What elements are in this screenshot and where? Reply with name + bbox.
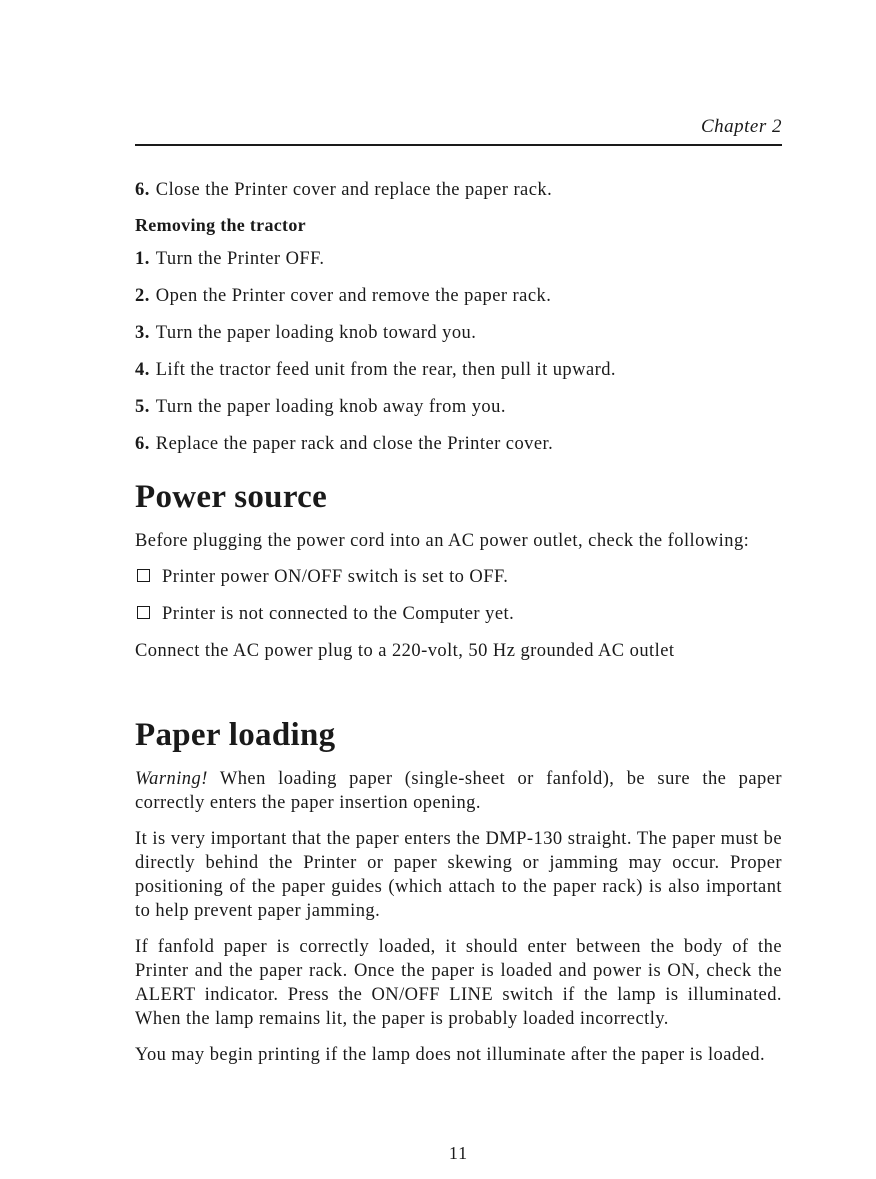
step-text: Open the Printer cover and remove the paper rack.: [155, 286, 552, 306]
power-source-closing: Connect the AC power plug to a 220-volt, 50 Hz grounded AC outlet: [135, 641, 675, 661]
step-item: [135, 321, 782, 345]
section-title-power-source: Power source: [135, 479, 328, 515]
checkbox-icon: [137, 606, 150, 619]
step-number: 6.: [135, 180, 150, 200]
subheading-removing-tractor: Removing the tractor: [135, 215, 306, 235]
step-item: [135, 178, 782, 202]
paper-loading-section: [135, 715, 782, 1067]
step-number: 4.: [135, 360, 150, 380]
step-text: Turn the paper loading knob away from you.: [155, 397, 506, 417]
step-text: Lift the tractor feed unit from the rear, then pull it upward.: [155, 360, 616, 380]
step-number: 1.: [135, 249, 150, 269]
warning-label: Warning!: [135, 769, 208, 789]
body-paragraph: You may begin printing if the lamp does not illuminate after the paper is loaded.: [135, 1045, 766, 1065]
document-page: [135, 0, 782, 1179]
step-number: 2.: [135, 286, 150, 306]
checklist-text: Printer is not connected to the Computer yet.: [162, 604, 515, 624]
step-item: [135, 247, 782, 271]
step-text: Replace the paper rack and close the Printer cover.: [155, 434, 554, 454]
step-number: 5.: [135, 397, 150, 417]
step-item: [135, 358, 782, 382]
checklist-text: Printer power ON/OFF switch is set to OFF.: [162, 567, 509, 587]
step-text: Close the Printer cover and replace the paper rack.: [155, 180, 553, 200]
step-item: [135, 284, 782, 308]
power-source-intro: Before plugging the power cord into an AC power outlet, check the following:: [135, 531, 750, 551]
warning-text: When loading paper (single-sheet or fanfold), be sure the paper correctly enters the paper insertion opening.: [135, 769, 782, 813]
running-head: Chapter 2: [700, 116, 782, 137]
step-item: [135, 432, 782, 456]
warning-paragraph: [135, 767, 782, 815]
checkbox-icon: [137, 569, 150, 582]
step-item: [135, 395, 782, 419]
checklist-item: [135, 565, 782, 589]
body-paragraph: It is very important that the paper enters the DMP-130 straight. The paper must be directly behind the Printer or paper skewing or jamming may occur. Proper positioning of the paper guides (which attach to the paper rack) is also important to help prevent paper jamming.: [135, 829, 782, 921]
step-text: Turn the Printer OFF.: [155, 249, 325, 269]
header-rule: [135, 144, 782, 146]
page-number: 11: [448, 1143, 469, 1163]
step-text: Turn the paper loading knob toward you.: [155, 323, 477, 343]
step-number: 6.: [135, 434, 150, 454]
body-paragraph: If fanfold paper is correctly loaded, it should enter between the body of the Printer and the paper rack. Once the paper is loaded and power is ON, check the ALERT indicator. Press the ON/OFF LINE switch if the lamp is illuminated. When the lamp remains lit, the paper is probably loaded incorrectly.: [135, 937, 782, 1029]
section-title-paper-loading: Paper loading: [135, 717, 336, 753]
page-content: [135, 178, 782, 1079]
step-number: 3.: [135, 323, 150, 343]
checklist-item: [135, 602, 782, 626]
